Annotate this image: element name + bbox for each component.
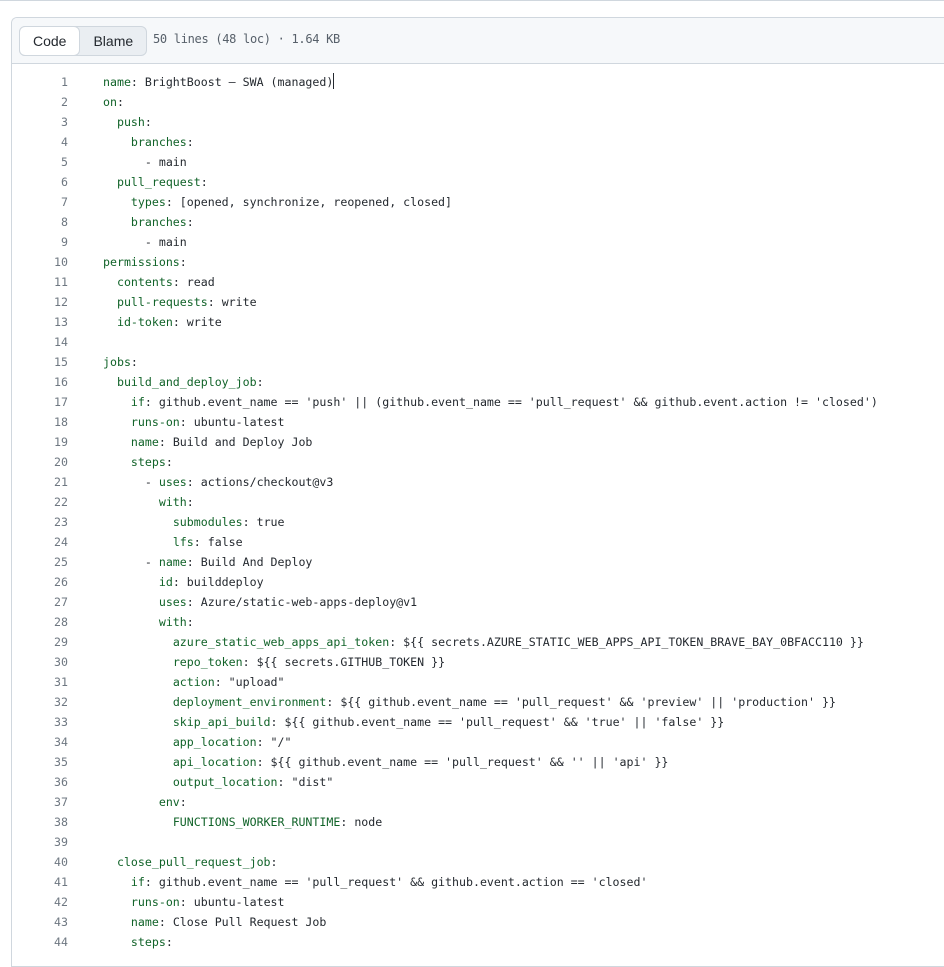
yaml-separator: :: [179, 895, 194, 909]
yaml-key: deployment_environment: [172, 695, 327, 709]
yaml-separator: :: [186, 215, 194, 229]
line-number[interactable]: 12: [54, 295, 68, 309]
yaml-key: name: [130, 435, 159, 449]
yaml-separator: :: [326, 695, 341, 709]
line-indent: [103, 615, 159, 629]
yaml-value: write: [221, 295, 257, 309]
yaml-separator: :: [207, 295, 222, 309]
yaml-key: FUNCTIONS_WORKER_RUNTIME: [172, 815, 341, 829]
code-line: [12, 412, 944, 432]
yaml-value: Build And Deploy: [200, 555, 313, 569]
line-content: [103, 312, 222, 332]
yaml-value: builddeploy: [186, 575, 264, 589]
code-line: [12, 352, 944, 372]
code-line: [12, 172, 944, 192]
yaml-separator: :: [172, 575, 187, 589]
line-indent: [103, 935, 131, 949]
yaml-key: name: [158, 555, 187, 569]
line-number[interactable]: 19: [54, 435, 68, 449]
line-content: [103, 612, 194, 632]
yaml-separator: :: [200, 175, 208, 189]
line-content: [103, 932, 173, 952]
top-divider: [0, 0, 944, 1]
line-content: [103, 572, 264, 592]
line-number[interactable]: 42: [54, 895, 68, 909]
yaml-key: jobs: [103, 355, 131, 369]
yaml-value: [opened, synchronize, reopened, closed]: [179, 195, 453, 209]
line-number[interactable]: 33: [54, 715, 68, 729]
yaml-separator: :: [389, 635, 404, 649]
line-content: [103, 72, 334, 92]
line-number[interactable]: 30: [54, 655, 68, 669]
yaml-key: if: [130, 875, 145, 889]
line-number[interactable]: 4: [61, 135, 68, 149]
yaml-value: Build and Deploy Job: [172, 435, 313, 449]
yaml-value: BrightBoost – SWA (managed): [144, 75, 334, 89]
yaml-key: id-token: [116, 315, 173, 329]
line-number[interactable]: 38: [54, 815, 68, 829]
code-line: [12, 792, 944, 812]
code-line: [12, 252, 944, 272]
line-content: [103, 492, 194, 512]
line-number[interactable]: 17: [54, 395, 68, 409]
file-viewer: [11, 17, 944, 967]
line-number[interactable]: 32: [54, 695, 68, 709]
code-line: [12, 652, 944, 672]
line-indent: [103, 575, 159, 589]
yaml-separator: :: [186, 555, 201, 569]
code-line: [12, 712, 944, 732]
line-indent: [103, 295, 117, 309]
yaml-key: uses: [158, 595, 187, 609]
yaml-separator: :: [179, 415, 194, 429]
line-number[interactable]: 34: [54, 735, 68, 749]
line-indent: -: [103, 155, 159, 169]
line-content: [103, 92, 124, 112]
line-number[interactable]: 15: [54, 355, 68, 369]
yaml-key: on: [103, 95, 117, 109]
yaml-key: runs-on: [130, 415, 180, 429]
yaml-separator: :: [165, 935, 173, 949]
yaml-separator: :: [172, 275, 187, 289]
code-line: [12, 512, 944, 532]
yaml-separator: :: [277, 775, 292, 789]
yaml-key: build_and_deploy_job: [116, 375, 257, 389]
yaml-value: ${{ github.event_name == 'pull_request' && '' || 'api' }}: [270, 755, 669, 769]
line-content: [103, 632, 864, 652]
line-content: [103, 772, 333, 792]
line-indent: [103, 915, 131, 929]
code-line: [12, 392, 944, 412]
yaml-key: repo_token: [172, 655, 243, 669]
line-content: [103, 272, 215, 292]
line-number[interactable]: 13: [54, 315, 68, 329]
line-content: [103, 452, 173, 472]
line-content: [103, 752, 668, 772]
line-number[interactable]: 3: [61, 115, 68, 129]
line-indent: [103, 195, 131, 209]
yaml-value: actions/checkout@v3: [200, 475, 334, 489]
yaml-separator: :: [179, 255, 187, 269]
yaml-separator: :: [340, 815, 355, 829]
line-content: [103, 292, 257, 312]
line-indent: [103, 875, 131, 889]
yaml-key: steps: [130, 935, 166, 949]
line-number[interactable]: 6: [61, 175, 68, 189]
yaml-key: with: [158, 495, 187, 509]
line-number[interactable]: 20: [54, 455, 68, 469]
line-indent: -: [103, 235, 159, 249]
yaml-value: ${{ secrets.AZURE_STATIC_WEB_APPS_API_TOKEN_BRAVE_BAY_0BFACC110 }}: [403, 635, 864, 649]
line-indent: -: [103, 475, 159, 489]
line-number[interactable]: 2: [61, 95, 68, 109]
yaml-key: action: [172, 675, 215, 689]
yaml-key: branches: [130, 135, 187, 149]
line-content: [103, 432, 312, 452]
line-indent: [103, 895, 131, 909]
yaml-separator: :: [144, 875, 159, 889]
line-number[interactable]: 18: [54, 415, 68, 429]
yaml-separator: :: [186, 495, 194, 509]
yaml-value: "dist": [291, 775, 334, 789]
yaml-key: output_location: [172, 775, 278, 789]
code-line: [12, 432, 944, 452]
yaml-value: main: [158, 155, 187, 169]
yaml-key: steps: [130, 455, 166, 469]
line-content: [103, 552, 312, 572]
line-indent: [103, 315, 117, 329]
yaml-value: ${{ github.event_name == 'pull_request' && 'preview' || 'production' }}: [340, 695, 836, 709]
yaml-key: permissions: [103, 255, 180, 269]
line-content: [103, 732, 292, 752]
blame-tab[interactable]: Blame: [93, 33, 134, 49]
line-number[interactable]: 39: [54, 835, 68, 849]
file-stats: 50 lines (48 loc) · 1.64 KB: [153, 32, 340, 46]
line-content: [103, 352, 138, 372]
line-indent: [103, 115, 117, 129]
line-indent: [103, 695, 173, 709]
code-line: [12, 752, 944, 772]
line-number[interactable]: 24: [54, 535, 68, 549]
line-indent: [103, 635, 173, 649]
line-content: [103, 852, 278, 872]
line-indent: [103, 395, 131, 409]
yaml-key: app_location: [172, 735, 257, 749]
yaml-value: Azure/static-web-apps-deploy@v1: [200, 595, 418, 609]
line-indent: [103, 455, 131, 469]
yaml-value: true: [256, 515, 285, 529]
yaml-separator: :: [165, 195, 180, 209]
line-content: [103, 812, 382, 832]
code-line: [12, 332, 944, 352]
yaml-separator: :: [214, 675, 229, 689]
view-mode-toggle: [19, 26, 147, 56]
yaml-value: ${{ github.event_name == 'pull_request' && 'true' || 'false' }}: [284, 715, 725, 729]
yaml-value: write: [186, 315, 222, 329]
yaml-separator: :: [158, 915, 173, 929]
line-indent: [103, 215, 131, 229]
code-line: [12, 312, 944, 332]
line-content: [103, 232, 187, 252]
line-content: [103, 892, 285, 912]
line-number[interactable]: 44: [54, 935, 68, 949]
yaml-key: push: [116, 115, 145, 129]
yaml-value: Close Pull Request Job: [172, 915, 327, 929]
yaml-separator: :: [130, 75, 145, 89]
yaml-value: false: [207, 535, 243, 549]
yaml-value: main: [158, 235, 187, 249]
yaml-value: ubuntu-latest: [193, 895, 285, 909]
yaml-separator: :: [186, 595, 201, 609]
yaml-key: azure_static_web_apps_api_token: [172, 635, 390, 649]
line-number[interactable]: 35: [54, 755, 68, 769]
yaml-key: if: [130, 395, 145, 409]
yaml-separator: :: [242, 515, 257, 529]
code-line: [12, 292, 944, 312]
line-number[interactable]: 37: [54, 795, 68, 809]
line-content: [103, 412, 285, 432]
code-line: [12, 572, 944, 592]
yaml-key: branches: [130, 215, 187, 229]
yaml-key: close_pull_request_job: [116, 855, 271, 869]
line-indent: [103, 755, 173, 769]
code-line: [12, 92, 944, 112]
code-line: [12, 272, 944, 292]
line-content: [103, 532, 243, 552]
yaml-separator: :: [172, 315, 187, 329]
line-number[interactable]: 8: [61, 215, 68, 229]
yaml-separator: :: [186, 135, 194, 149]
yaml-separator: :: [130, 355, 138, 369]
code-line: [12, 692, 944, 712]
yaml-key: id: [158, 575, 173, 589]
code-line: [12, 672, 944, 692]
code-line: [12, 72, 944, 92]
code-line: [12, 812, 944, 832]
yaml-separator: :: [256, 735, 271, 749]
yaml-key: name: [130, 915, 159, 929]
yaml-value: github.event_name == 'push' || (github.event_name == 'pull_request' && github.event.action != 'closed'): [158, 395, 878, 409]
yaml-key: name: [103, 75, 131, 89]
line-content: [103, 152, 187, 172]
code-line: [12, 892, 944, 912]
line-indent: [103, 415, 131, 429]
yaml-separator: :: [256, 375, 264, 389]
line-indent: [103, 735, 173, 749]
line-content: [103, 172, 208, 192]
line-indent: [103, 795, 159, 809]
line-number[interactable]: 10: [54, 255, 68, 269]
yaml-value: github.event_name == 'pull_request' && github.event.action == 'closed': [158, 875, 648, 889]
yaml-key: skip_api_build: [172, 715, 271, 729]
line-indent: [103, 515, 173, 529]
code-line: [12, 192, 944, 212]
code-line: [12, 112, 944, 132]
line-number[interactable]: 22: [54, 495, 68, 509]
yaml-key: lfs: [172, 535, 194, 549]
line-number[interactable]: 7: [61, 195, 68, 209]
line-number[interactable]: 1: [61, 75, 68, 89]
yaml-key: with: [158, 615, 187, 629]
yaml-separator: :: [158, 435, 173, 449]
line-number[interactable]: 11: [54, 275, 68, 289]
line-indent: [103, 135, 131, 149]
code-line: [12, 212, 944, 232]
line-number[interactable]: 26: [54, 575, 68, 589]
yaml-key: pull-requests: [116, 295, 208, 309]
line-content: [103, 512, 285, 532]
line-number[interactable]: 41: [54, 875, 68, 889]
code-line: [12, 612, 944, 632]
line-indent: [103, 715, 173, 729]
line-indent: [103, 535, 173, 549]
line-number[interactable]: 43: [54, 915, 68, 929]
yaml-separator: :: [186, 475, 201, 489]
line-content: [103, 112, 152, 132]
code-line: [12, 872, 944, 892]
yaml-separator: :: [193, 535, 208, 549]
code-line: [12, 832, 944, 852]
code-line: [12, 732, 944, 752]
yaml-separator: :: [256, 755, 271, 769]
code-line: [12, 232, 944, 252]
yaml-value: read: [186, 275, 215, 289]
yaml-value: "upload": [228, 675, 285, 689]
line-indent: -: [103, 555, 159, 569]
text-cursor: [333, 73, 334, 89]
line-indent: [103, 775, 173, 789]
code-line: [12, 852, 944, 872]
line-number[interactable]: 31: [54, 675, 68, 689]
line-number[interactable]: 9: [61, 235, 68, 249]
line-number[interactable]: 5: [61, 155, 68, 169]
yaml-key: api_location: [172, 755, 257, 769]
yaml-separator: :: [186, 615, 194, 629]
code-line: [12, 932, 944, 952]
code-line: [12, 632, 944, 652]
line-indent: [103, 675, 173, 689]
code-line: [12, 552, 944, 572]
yaml-value: ubuntu-latest: [193, 415, 285, 429]
line-indent: [103, 815, 173, 829]
code-listing[interactable]: [12, 72, 944, 952]
yaml-key: runs-on: [130, 895, 180, 909]
line-indent: [103, 175, 117, 189]
code-line: [12, 592, 944, 612]
line-content: [103, 872, 647, 892]
yaml-key: types: [130, 195, 166, 209]
code-line: [12, 492, 944, 512]
line-content: [103, 212, 194, 232]
line-indent: [103, 375, 117, 389]
code-line: [12, 452, 944, 472]
line-indent: [103, 495, 159, 509]
yaml-key: uses: [158, 475, 187, 489]
file-header: [12, 18, 944, 64]
line-content: [103, 592, 417, 612]
line-number[interactable]: 27: [54, 595, 68, 609]
yaml-separator: :: [242, 655, 257, 669]
yaml-value: "/": [270, 735, 292, 749]
code-line: [12, 532, 944, 552]
code-line: [12, 912, 944, 932]
line-number[interactable]: 40: [54, 855, 68, 869]
line-number[interactable]: 16: [54, 375, 68, 389]
line-number[interactable]: 29: [54, 635, 68, 649]
line-content: [103, 132, 194, 152]
code-line: [12, 472, 944, 492]
line-content: [103, 192, 452, 212]
line-indent: [103, 855, 117, 869]
line-content: [103, 472, 333, 492]
line-content: [103, 712, 724, 732]
line-indent: [103, 655, 173, 669]
code-line: [12, 152, 944, 172]
code-line: [12, 772, 944, 792]
yaml-separator: :: [179, 795, 187, 809]
line-content: [103, 692, 836, 712]
line-content: [103, 252, 187, 272]
line-content: [103, 792, 187, 812]
code-line: [12, 372, 944, 392]
code-line: [12, 132, 944, 152]
line-content: [103, 912, 326, 932]
line-indent: [103, 275, 117, 289]
yaml-separator: :: [116, 95, 124, 109]
line-content: [103, 372, 264, 392]
line-number[interactable]: 14: [54, 335, 68, 349]
yaml-key: pull_request: [116, 175, 201, 189]
line-number[interactable]: 36: [54, 775, 68, 789]
line-indent: [103, 595, 159, 609]
yaml-key: submodules: [172, 515, 243, 529]
yaml-key: env: [158, 795, 180, 809]
yaml-value: ${{ secrets.GITHUB_TOKEN }}: [256, 655, 446, 669]
line-number[interactable]: 21: [54, 475, 68, 489]
yaml-separator: :: [270, 855, 278, 869]
line-number[interactable]: 25: [54, 555, 68, 569]
line-number[interactable]: 23: [54, 515, 68, 529]
line-content: [103, 652, 445, 672]
line-number[interactable]: 28: [54, 615, 68, 629]
code-tab[interactable]: Code: [19, 26, 80, 56]
yaml-separator: :: [270, 715, 285, 729]
yaml-separator: :: [165, 455, 173, 469]
yaml-separator: :: [144, 395, 159, 409]
yaml-separator: :: [144, 115, 152, 129]
line-content: [103, 672, 285, 692]
yaml-key: contents: [116, 275, 173, 289]
yaml-value: node: [354, 815, 383, 829]
line-content: [103, 392, 878, 412]
line-indent: [103, 435, 131, 449]
